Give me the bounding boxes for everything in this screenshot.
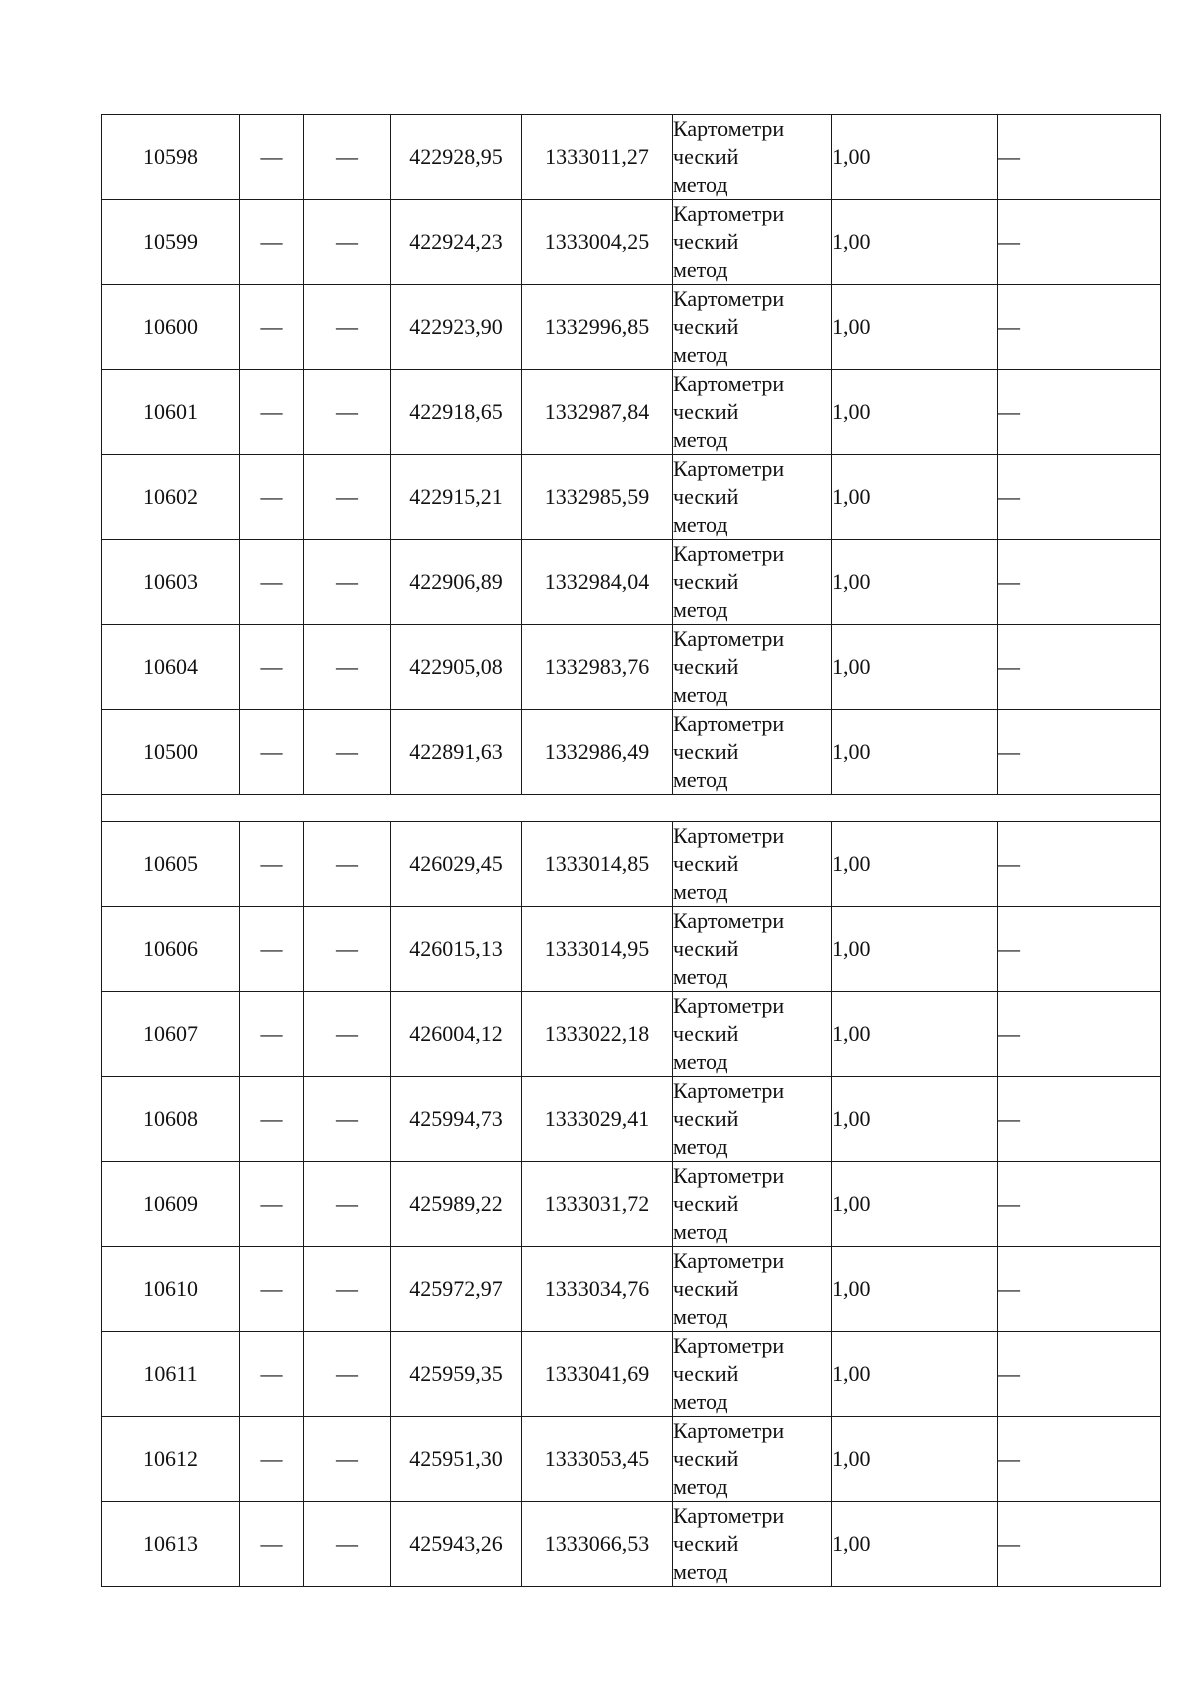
- old-y-cell: —: [304, 540, 391, 625]
- method-line: метод: [673, 1134, 728, 1159]
- method-line: Картометри: [673, 1163, 785, 1188]
- method-line: ческий: [673, 851, 739, 876]
- block-separator-row: [102, 795, 1161, 822]
- method-line: Картометри: [673, 711, 785, 736]
- method-line: ческий: [673, 569, 739, 594]
- old-x-cell: —: [240, 1332, 304, 1417]
- description-cell: —: [998, 1077, 1161, 1162]
- y-coordinate-cell: 1333034,76: [522, 1247, 673, 1332]
- y-coordinate-cell: 1333011,27: [522, 115, 673, 200]
- table-row: [102, 1162, 1161, 1247]
- description-cell: —: [998, 1247, 1161, 1332]
- method-line: ческий: [673, 936, 739, 961]
- method-line: ческий: [673, 1531, 739, 1556]
- method-line: метод: [673, 512, 728, 537]
- y-coordinate-cell: 1333004,25: [522, 200, 673, 285]
- table-row: [102, 625, 1161, 710]
- table-row: [102, 1077, 1161, 1162]
- method-cell: [673, 907, 832, 992]
- method-line: ческий: [673, 1446, 739, 1471]
- method-cell: [673, 992, 832, 1077]
- old-x-cell: —: [240, 822, 304, 907]
- table-row: [102, 822, 1161, 907]
- block-separator-cell: [102, 795, 1161, 822]
- accuracy-cell: 1,00: [832, 115, 998, 200]
- method-line: метод: [673, 1049, 728, 1074]
- method-line: метод: [673, 1389, 728, 1414]
- method-line: метод: [673, 257, 728, 282]
- method-line: ческий: [673, 484, 739, 509]
- y-coordinate-cell: 1333066,53: [522, 1502, 673, 1587]
- description-cell: —: [998, 907, 1161, 992]
- y-coordinate-cell: 1333014,95: [522, 907, 673, 992]
- point-number-cell: 10610: [102, 1247, 240, 1332]
- x-coordinate-cell: 425989,22: [391, 1162, 522, 1247]
- description-cell: —: [998, 1502, 1161, 1587]
- table-row: [102, 285, 1161, 370]
- accuracy-cell: 1,00: [832, 1417, 998, 1502]
- method-line: Картометри: [673, 1503, 785, 1528]
- method-line: Картометри: [673, 1333, 785, 1358]
- old-y-cell: —: [304, 1247, 391, 1332]
- accuracy-cell: 1,00: [832, 200, 998, 285]
- point-number-cell: 10613: [102, 1502, 240, 1587]
- method-line: метод: [673, 767, 728, 792]
- table-row: [102, 1247, 1161, 1332]
- method-line: Картометри: [673, 993, 785, 1018]
- x-coordinate-cell: 426029,45: [391, 822, 522, 907]
- y-coordinate-cell: 1332986,49: [522, 710, 673, 795]
- point-number-cell: 10606: [102, 907, 240, 992]
- accuracy-cell: 1,00: [832, 285, 998, 370]
- point-number-cell: 10604: [102, 625, 240, 710]
- method-cell: [673, 822, 832, 907]
- accuracy-cell: 1,00: [832, 455, 998, 540]
- table-row: [102, 1502, 1161, 1587]
- method-line: Картометри: [673, 823, 785, 848]
- description-cell: —: [998, 992, 1161, 1077]
- method-line: метод: [673, 1304, 728, 1329]
- method-cell: [673, 1247, 832, 1332]
- old-y-cell: —: [304, 370, 391, 455]
- method-line: метод: [673, 1219, 728, 1244]
- table-row: [102, 992, 1161, 1077]
- accuracy-cell: 1,00: [832, 1247, 998, 1332]
- description-cell: —: [998, 285, 1161, 370]
- accuracy-cell: 1,00: [832, 1077, 998, 1162]
- x-coordinate-cell: 425972,97: [391, 1247, 522, 1332]
- method-line: Картометри: [673, 1248, 785, 1273]
- old-y-cell: —: [304, 992, 391, 1077]
- x-coordinate-cell: 422891,63: [391, 710, 522, 795]
- coordinates-table: [101, 114, 1161, 1587]
- method-line: Картометри: [673, 908, 785, 933]
- x-coordinate-cell: 425951,30: [391, 1417, 522, 1502]
- y-coordinate-cell: 1332983,76: [522, 625, 673, 710]
- old-y-cell: —: [304, 285, 391, 370]
- description-cell: —: [998, 540, 1161, 625]
- point-number-cell: 10603: [102, 540, 240, 625]
- accuracy-cell: 1,00: [832, 370, 998, 455]
- old-y-cell: —: [304, 200, 391, 285]
- old-x-cell: —: [240, 1502, 304, 1587]
- description-cell: —: [998, 625, 1161, 710]
- old-x-cell: —: [240, 200, 304, 285]
- point-number-cell: 10605: [102, 822, 240, 907]
- method-line: Картометри: [673, 286, 785, 311]
- method-line: ческий: [673, 1191, 739, 1216]
- x-coordinate-cell: 426015,13: [391, 907, 522, 992]
- y-coordinate-cell: 1333031,72: [522, 1162, 673, 1247]
- accuracy-cell: 1,00: [832, 1162, 998, 1247]
- table-row: [102, 115, 1161, 200]
- method-line: Картометри: [673, 456, 785, 481]
- accuracy-cell: 1,00: [832, 1332, 998, 1417]
- table-row: [102, 1332, 1161, 1417]
- old-x-cell: —: [240, 625, 304, 710]
- method-cell: [673, 1162, 832, 1247]
- old-y-cell: —: [304, 907, 391, 992]
- old-y-cell: —: [304, 1417, 391, 1502]
- table-row: [102, 370, 1161, 455]
- x-coordinate-cell: 422923,90: [391, 285, 522, 370]
- y-coordinate-cell: 1332996,85: [522, 285, 673, 370]
- method-cell: [673, 625, 832, 710]
- y-coordinate-cell: 1333029,41: [522, 1077, 673, 1162]
- description-cell: —: [998, 710, 1161, 795]
- method-line: метод: [673, 879, 728, 904]
- old-y-cell: —: [304, 1077, 391, 1162]
- method-line: ческий: [673, 1361, 739, 1386]
- x-coordinate-cell: 422918,65: [391, 370, 522, 455]
- x-coordinate-cell: 425943,26: [391, 1502, 522, 1587]
- old-y-cell: —: [304, 455, 391, 540]
- document-page: [101, 114, 1160, 1587]
- old-y-cell: —: [304, 710, 391, 795]
- method-cell: [673, 710, 832, 795]
- method-cell: [673, 115, 832, 200]
- method-line: Картометри: [673, 1078, 785, 1103]
- point-number-cell: 10602: [102, 455, 240, 540]
- old-x-cell: —: [240, 1077, 304, 1162]
- point-number-cell: 10599: [102, 200, 240, 285]
- method-line: ческий: [673, 654, 739, 679]
- method-line: ческий: [673, 739, 739, 764]
- old-y-cell: —: [304, 1162, 391, 1247]
- method-cell: [673, 540, 832, 625]
- x-coordinate-cell: 422915,21: [391, 455, 522, 540]
- old-x-cell: —: [240, 992, 304, 1077]
- method-line: ческий: [673, 1021, 739, 1046]
- table-row: [102, 200, 1161, 285]
- old-x-cell: —: [240, 285, 304, 370]
- coordinates-table-body: [102, 115, 1161, 1587]
- method-line: ческий: [673, 314, 739, 339]
- method-line: метод: [673, 172, 728, 197]
- old-y-cell: —: [304, 1332, 391, 1417]
- method-cell: [673, 370, 832, 455]
- y-coordinate-cell: 1333041,69: [522, 1332, 673, 1417]
- accuracy-cell: 1,00: [832, 907, 998, 992]
- method-line: метод: [673, 427, 728, 452]
- method-line: Картометри: [673, 371, 785, 396]
- method-line: ческий: [673, 1276, 739, 1301]
- table-row: [102, 710, 1161, 795]
- old-x-cell: —: [240, 1417, 304, 1502]
- method-line: Картометри: [673, 116, 785, 141]
- y-coordinate-cell: 1332984,04: [522, 540, 673, 625]
- y-coordinate-cell: 1333014,85: [522, 822, 673, 907]
- table-row: [102, 1417, 1161, 1502]
- old-y-cell: —: [304, 115, 391, 200]
- method-cell: [673, 1077, 832, 1162]
- method-line: метод: [673, 342, 728, 367]
- method-line: Картометри: [673, 626, 785, 651]
- description-cell: —: [998, 1332, 1161, 1417]
- description-cell: —: [998, 370, 1161, 455]
- table-row: [102, 540, 1161, 625]
- accuracy-cell: 1,00: [832, 992, 998, 1077]
- point-number-cell: 10598: [102, 115, 240, 200]
- old-x-cell: —: [240, 540, 304, 625]
- x-coordinate-cell: 425994,73: [391, 1077, 522, 1162]
- description-cell: —: [998, 1162, 1161, 1247]
- method-line: метод: [673, 597, 728, 622]
- x-coordinate-cell: 426004,12: [391, 992, 522, 1077]
- method-cell: [673, 1502, 832, 1587]
- point-number-cell: 10607: [102, 992, 240, 1077]
- method-line: ческий: [673, 229, 739, 254]
- x-coordinate-cell: 422906,89: [391, 540, 522, 625]
- method-cell: [673, 285, 832, 370]
- old-x-cell: —: [240, 115, 304, 200]
- accuracy-cell: 1,00: [832, 1502, 998, 1587]
- old-x-cell: —: [240, 370, 304, 455]
- table-row: [102, 455, 1161, 540]
- method-line: метод: [673, 682, 728, 707]
- description-cell: —: [998, 115, 1161, 200]
- method-line: ческий: [673, 1106, 739, 1131]
- y-coordinate-cell: 1332985,59: [522, 455, 673, 540]
- old-x-cell: —: [240, 1162, 304, 1247]
- point-number-cell: 10608: [102, 1077, 240, 1162]
- point-number-cell: 10612: [102, 1417, 240, 1502]
- method-cell: [673, 1417, 832, 1502]
- old-x-cell: —: [240, 907, 304, 992]
- method-line: метод: [673, 964, 728, 989]
- description-cell: —: [998, 455, 1161, 540]
- x-coordinate-cell: 422924,23: [391, 200, 522, 285]
- point-number-cell: 10600: [102, 285, 240, 370]
- old-x-cell: —: [240, 455, 304, 540]
- description-cell: —: [998, 1417, 1161, 1502]
- method-line: ческий: [673, 144, 739, 169]
- description-cell: —: [998, 822, 1161, 907]
- method-line: Картометри: [673, 201, 785, 226]
- x-coordinate-cell: 422905,08: [391, 625, 522, 710]
- table-row: [102, 907, 1161, 992]
- x-coordinate-cell: 425959,35: [391, 1332, 522, 1417]
- point-number-cell: 10500: [102, 710, 240, 795]
- old-x-cell: —: [240, 1247, 304, 1332]
- method-line: Картометри: [673, 1418, 785, 1443]
- description-cell: —: [998, 200, 1161, 285]
- point-number-cell: 10601: [102, 370, 240, 455]
- method-line: ческий: [673, 399, 739, 424]
- method-cell: [673, 1332, 832, 1417]
- accuracy-cell: 1,00: [832, 710, 998, 795]
- old-x-cell: —: [240, 710, 304, 795]
- method-line: метод: [673, 1474, 728, 1499]
- accuracy-cell: 1,00: [832, 822, 998, 907]
- x-coordinate-cell: 422928,95: [391, 115, 522, 200]
- y-coordinate-cell: 1333053,45: [522, 1417, 673, 1502]
- old-y-cell: —: [304, 822, 391, 907]
- method-line: метод: [673, 1559, 728, 1584]
- method-cell: [673, 455, 832, 540]
- method-cell: [673, 200, 832, 285]
- method-line: Картометри: [673, 541, 785, 566]
- accuracy-cell: 1,00: [832, 540, 998, 625]
- point-number-cell: 10609: [102, 1162, 240, 1247]
- y-coordinate-cell: 1333022,18: [522, 992, 673, 1077]
- old-y-cell: —: [304, 1502, 391, 1587]
- y-coordinate-cell: 1332987,84: [522, 370, 673, 455]
- accuracy-cell: 1,00: [832, 625, 998, 710]
- old-y-cell: —: [304, 625, 391, 710]
- point-number-cell: 10611: [102, 1332, 240, 1417]
